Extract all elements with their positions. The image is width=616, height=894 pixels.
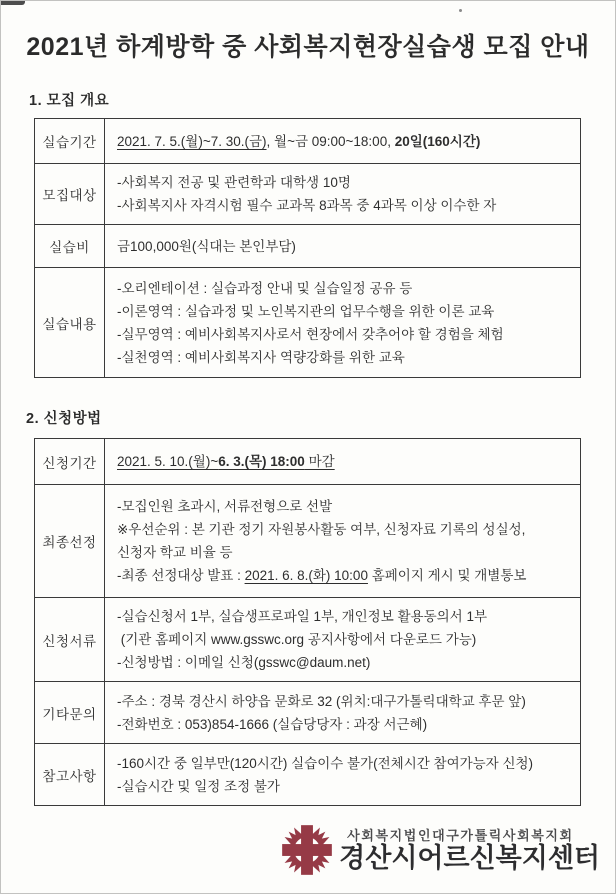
row-content xyxy=(105,682,581,744)
org-name-small: 사회복지법인대구가톨릭사회복지회 xyxy=(347,827,574,843)
text-segment: -모집인원 초과시, 서류전형으로 선발 xyxy=(117,499,333,514)
row-label: 실습기간 xyxy=(35,119,105,164)
row-label: 참고사항 xyxy=(35,744,105,806)
text-segment: -전화번호 : 053)854-1666 (실습당당자 : 과장 서근혜) xyxy=(117,716,428,732)
text-segment: 마감 xyxy=(304,454,335,469)
text-segment: ※우선순위 : 본 기관 정기 자원봉사활동 여부, 신청자료 기록의 성실성, xyxy=(117,522,526,537)
text-line xyxy=(117,564,572,587)
table-row xyxy=(35,164,581,225)
text-line xyxy=(117,628,572,651)
text-segment: 2021. 6. 8.(화) 10:00 xyxy=(244,568,368,583)
row-label: 실습내용 xyxy=(35,268,105,378)
row-label: 최종선정 xyxy=(35,485,105,598)
text-segment: -오리엔테이션 : 실습과정 안내 및 실습일정 공유 등 xyxy=(117,280,413,296)
text-line xyxy=(117,277,572,300)
org-name-large: 경산시어르신복지센터 xyxy=(339,842,600,873)
text-segment: -이론영역 : 실습과정 및 노인복지관의 업무수행을 위한 이론 교육 xyxy=(117,303,495,319)
text-line xyxy=(117,775,572,798)
text-line xyxy=(117,752,572,775)
text-segment: -사회복지사 자격시험 필수 교과목 8과목 중 4과목 이상 이수한 자 xyxy=(117,198,497,213)
table-row xyxy=(35,439,581,485)
text-segment: 신청자 학교 비율 등 xyxy=(117,545,233,560)
caritas-cross-icon xyxy=(280,823,334,877)
text-segment: -실습신청서 1부, 실습생프로파일 1부, 개인정보 활용동의서 1부 xyxy=(117,609,488,624)
text-line xyxy=(117,130,572,153)
scan-artifact-speck xyxy=(459,9,462,12)
page-title: 2021년 하계방학 중 사회복지현장실습생 모집 안내 xyxy=(26,33,590,61)
row-label: 신청서류 xyxy=(35,598,105,682)
row-content xyxy=(105,439,581,485)
text-segment: 2021. 7. 5.(월)~7. 30.(금) xyxy=(117,133,267,149)
footer-logo-block xyxy=(280,823,600,877)
text-line xyxy=(117,450,572,473)
overview-table xyxy=(34,118,581,378)
table-row xyxy=(35,485,581,598)
footer-text xyxy=(339,828,600,873)
text-line xyxy=(117,194,572,217)
table-row xyxy=(35,225,581,268)
text-segment: -160시간 중 일부만(120시간) 실습이수 불가(전체시간 참여가능자 신청) xyxy=(117,755,534,771)
section-heading-overview: 1. 모집 개요 xyxy=(29,93,110,109)
section-heading-apply: 2. 신청방법 xyxy=(26,411,102,427)
row-content xyxy=(105,225,581,268)
text-line xyxy=(117,651,572,674)
text-line xyxy=(117,541,572,564)
row-content xyxy=(105,119,581,164)
text-line xyxy=(117,300,572,323)
text-line xyxy=(117,323,572,346)
row-content xyxy=(105,744,581,806)
text-segment: -실천영역 : 예비사회복지사 역량강화를 위한 교육 xyxy=(117,349,405,365)
scan-artifact-corner xyxy=(1,1,25,5)
text-segment: -실습시간 및 일정 조정 불가 xyxy=(117,778,280,794)
text-line xyxy=(117,235,572,258)
text-line xyxy=(117,605,572,628)
row-content xyxy=(105,598,581,682)
text-segment: 20일(160시간) xyxy=(394,133,481,149)
text-segment: (기관 홈페이지 www.gsswc.org 공지사항에서 다운로드 가능) xyxy=(117,632,477,647)
text-segment: -사회복지 전공 및 관련학과 대학생 10명 xyxy=(117,175,351,190)
text-segment: -신청방법 : 이메일 신청(gsswc@daum.net) xyxy=(117,655,371,670)
table-row xyxy=(35,268,581,378)
text-segment: -실무영역 : 예비사회복지사로서 현장에서 갖추어야 할 경험을 체험 xyxy=(117,326,504,342)
text-segment: 홈페이지 게시 및 개별통보 xyxy=(367,568,527,583)
text-segment: 6. 3.(목) 18:00 xyxy=(218,454,305,469)
row-content xyxy=(105,164,581,225)
text-segment: -최종 선정대상 발표 : xyxy=(117,568,245,583)
text-line xyxy=(117,171,572,194)
row-label: 모집대상 xyxy=(35,164,105,225)
text-segment: -주소 : 경북 경산시 하양읍 문화로 32 (위치:대구가톨릭대학교 후문 앞) xyxy=(117,693,526,709)
row-label: 실습비 xyxy=(35,225,105,268)
table-row xyxy=(35,598,581,682)
row-label: 기타문의 xyxy=(35,682,105,744)
row-label: 신청기간 xyxy=(35,439,105,485)
text-line xyxy=(117,713,572,736)
text-segment: 2021. 5. 10.(월)~ xyxy=(117,454,219,469)
text-segment: 금100,000원(식대는 본인부담) xyxy=(117,238,296,254)
table-row xyxy=(35,682,581,744)
row-content xyxy=(105,485,581,598)
text-line xyxy=(117,518,572,541)
table-row xyxy=(35,744,581,806)
text-line xyxy=(117,346,572,369)
row-content xyxy=(105,268,581,378)
table-row xyxy=(35,119,581,164)
text-line xyxy=(117,495,572,518)
text-segment: , 월~금 09:00~18:00, xyxy=(266,133,395,149)
apply-table xyxy=(34,438,581,806)
text-line xyxy=(117,690,572,713)
